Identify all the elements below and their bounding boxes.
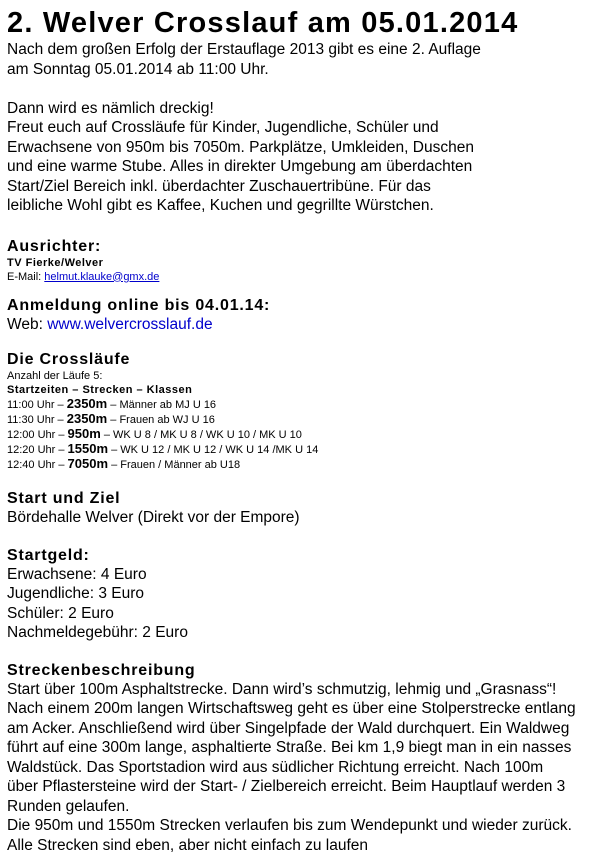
registration-section	[7, 296, 616, 335]
course-line: Waldstück. Das Sportstadion wird aus südlicher Richtung erreicht. Nach 100m	[7, 758, 544, 776]
description-line: Start/Ziel Bereich inkl. überdachter Zuschauertribüne. Für das	[7, 177, 431, 195]
intro-line: am Sonntag 05.01.2014 ab 11:00 Uhr.	[7, 60, 269, 78]
web-link[interactable]: www.welvercrosslauf.de	[47, 315, 213, 333]
fees-section	[7, 546, 616, 643]
description-line: Dann wird es nämlich dreckig!	[7, 99, 214, 117]
course-line: Runden gelaufen.	[7, 797, 130, 815]
course-line: Nach einem 200m langen Wirtschaftsweg geht es über eine Stolperstrecke entlang	[7, 700, 576, 717]
description-line: und eine warme Stube. Alles in direkter Umgebung am überdachten	[7, 158, 473, 175]
race-row: 12:00 Uhr – 950m – WK U 8 / MK U 8 / WK U 10 / MK U 10	[7, 426, 302, 441]
registration-heading: Anmeldung online bis 04.01.14:	[7, 296, 271, 314]
races-heading: Die Crossläufe	[7, 351, 131, 368]
web-label: Web:	[7, 315, 48, 333]
race-row: 11:30 Uhr – 2350m – Frauen ab WJ U 16	[7, 411, 215, 426]
fee-item: Nachmeldegebühr: 2 Euro	[7, 624, 188, 641]
course-line: führt auf eine 300m lange, asphaltierte Straße. Bei km 1,9 biegt man in ein nasses	[7, 739, 572, 756]
start-location: Bördehalle Welver (Direkt vor der Empore)	[7, 509, 300, 526]
registration-web-line	[7, 315, 616, 335]
race-row: 11:00 Uhr – 2350m – Männer ab MJ U 16	[7, 396, 217, 411]
course-line: am Acker. Anschließend wird über Singelpfade der Wald durchquert. Ein Waldweg	[7, 719, 570, 737]
email-label: E-Mail:	[7, 270, 45, 283]
intro-block	[7, 40, 616, 79]
email-link[interactable]: helmut.klauke@gmx.de	[44, 270, 160, 283]
fee-item: Jugendliche: 3 Euro	[7, 585, 145, 602]
description-line: Erwachsene von 950m bis 7050m. Parkplätze, Umkleiden, Duschen	[7, 138, 474, 156]
fee-item: Schüler: 2 Euro	[7, 604, 114, 622]
course-heading: Streckenbeschreibung	[7, 661, 196, 679]
organizer-email-line	[7, 270, 616, 284]
fees-heading: Startgeld:	[7, 546, 90, 564]
description-line: Freut euch auf Crossläufe für Kinder, Jugendliche, Schüler und	[7, 119, 439, 136]
course-line: über Pflastersteine wird der Start- / Zielbereich erreicht. Beim Hauptlauf werden 3	[7, 778, 566, 795]
organizer-club: TV Fierke/Welver	[7, 256, 104, 269]
fee-item: Erwachsene: 4 Euro	[7, 565, 147, 583]
race-row: 12:40 Uhr – 7050m – Frauen / Männer ab U18	[7, 456, 241, 471]
races-columns: Startzeiten – Strecken – Klassen	[7, 384, 193, 396]
description-line: leibliche Wohl gibt es Kaffee, Kuchen und gegrillte Würstchen.	[7, 197, 434, 214]
organizer-section	[7, 237, 616, 284]
description-block	[7, 99, 616, 216]
page-title: 2. Welver Crosslauf am 05.01.2014	[7, 7, 519, 39]
course-section	[7, 661, 616, 856]
start-heading: Start und Ziel	[7, 490, 121, 507]
course-line: Alle Strecken sind eben, aber nicht einfach zu laufen	[7, 836, 369, 854]
race-row: 12:20 Uhr – 1550m – WK U 12 / MK U 12 / WK U 14 /MK U 14	[7, 441, 319, 456]
course-line: Die 950m und 1550m Strecken verlaufen bis zum Wendepunkt und wieder zurück.	[7, 817, 572, 834]
intro-line: Nach dem großen Erfolg der Erstauflage 2013 gibt es eine 2. Auflage	[7, 41, 481, 58]
course-line: Start über 100m Asphaltstrecke. Dann wird’s schmutzig, lehmig und „Grasnass“!	[7, 680, 557, 698]
races-count: Anzahl der Läufe 5:	[7, 370, 103, 382]
organizer-heading: Ausrichter:	[7, 237, 102, 255]
races-section	[7, 350, 616, 472]
start-section	[7, 489, 616, 528]
